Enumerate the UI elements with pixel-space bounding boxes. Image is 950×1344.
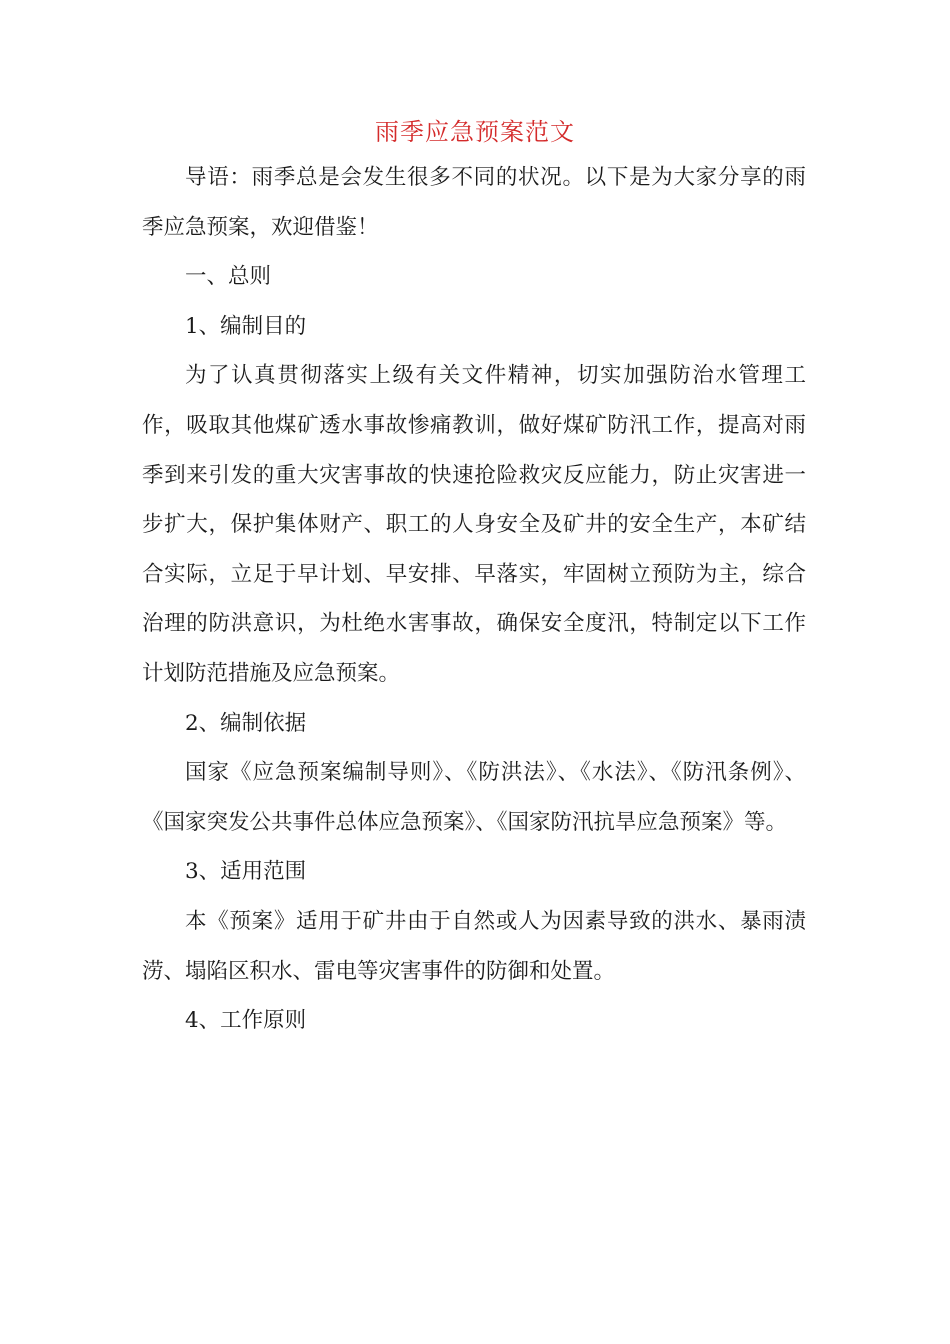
purpose-paragraph: 为了认真贯彻落实上级有关文件精神，切实加强防治水管理工作，吸取其他煤矿透水事故惨痛教训，做好煤矿防汛工作，提高对雨季到来引发的重大灾害事故的快速抢险救灾反应能力，防止灾害进一步扩大，保护集体财产、职工的人身安全及矿井的安全生产，本矿结合实际，立足于早计划、早安排、早落实，牢固树立预防为主，综合治理的防洪意识，为杜绝水害事故，确保安全度汛，特制定以下工作计划防范措施及应急预案。: [142, 363, 806, 686]
intro-paragraph: 导语：雨季总是会发生很多不同的状况。以下是为大家分享的雨季应急预案，欢迎借鉴！: [142, 165, 806, 240]
subsection-heading-principles: 4、工作原则: [185, 1008, 307, 1034]
document-body: [142, 153, 806, 1046]
scope-paragraph: 本《预案》适用于矿井由于自然或人为因素导致的洪水、暴雨渍涝、塌陷区积水、雷电等灾害事件的防御和处置。: [142, 908, 806, 984]
basis-paragraph: 国家《应急预案编制导则》、《防洪法》、《水法》、《防汛条例》、《国家突发公共事件总体应急预案》、《国家防汛抗旱应急预案》等。: [142, 760, 806, 835]
subsection-heading-purpose: 1、编制目的: [185, 313, 307, 339]
subsection-heading-scope: 3、适用范围: [185, 859, 307, 885]
subsection-heading-basis: 2、编制依据: [185, 710, 307, 736]
document-title: 雨季应急预案范文: [375, 118, 575, 146]
section-heading-general: 一、总则: [185, 264, 272, 290]
